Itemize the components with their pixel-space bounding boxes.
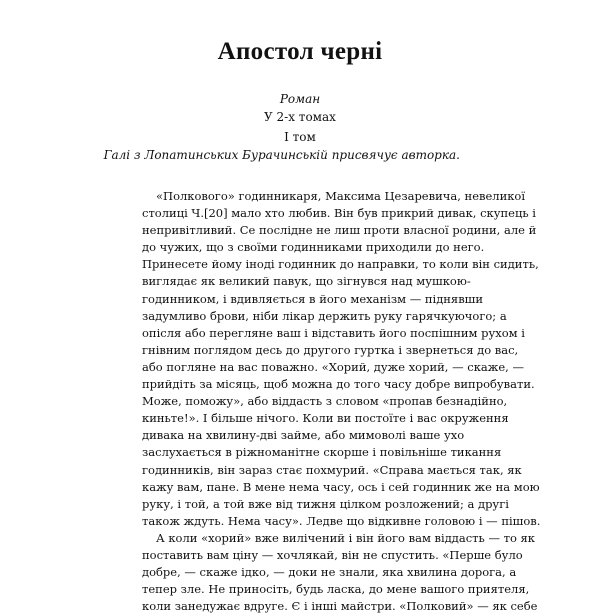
dedication: Галі з Лопатинських Бурачинській присвячує авторка. [103,148,460,162]
book-title: Апостол черні [217,38,383,65]
text-line: кажу вам, пане. В мене нема часу, ось і сей годинник же на мою [142,479,540,494]
text-line: дивака на хвилину-дві займе, або мимоволі ваше ухо [142,428,465,443]
text-line: тепер зле. Не приносіть, будь ласка, до мене вашого приятеля, [142,582,530,597]
genre-label: Роман [279,92,321,106]
text-line: задумливо брови, ніби лікар держить руку гарячкуючого; а [142,308,507,323]
text-line: поставить вам ціну — хочлякай, він не спустить. «Перше було [142,547,523,562]
text-line: також ждуть. Нема часу». Ледве що відкивне головою і — пішов. [142,513,541,528]
volume-number: І том [284,130,316,144]
text-line: добре, — скаже ідко, — доки не знали, яка хвилина дорога, а [142,565,517,580]
text-line: Принесете йому іноді годинник до направки, то коли він сидить, [142,257,539,272]
text-line: гнівним поглядом десь до другого гуртка і звернеться до вас, [142,342,519,357]
text-line: виглядає як великий павук, що зігнувся над мушкою- [142,274,471,289]
text-line: або погляне на вас поважно. «Хорий, дуже хорий, — скаже, — [142,359,524,374]
text-line: Може, поможу», або віддасть з словом «пропав безнадійно, [142,394,508,409]
text-line: годинників, він зараз стає похмурий. «Справа мається так, як [142,462,522,477]
text-line: «Полкового» годинникаря, Максима Цезаревича, невеликої [156,189,526,203]
body-text [142,188,541,615]
volumes-label: У 2-х томах [264,110,336,124]
text-line: коли занедужає вдруге. Є і інші майстри. «Полковий» — як себе [142,599,538,614]
text-line: столиці Ч.[20] мало хто любив. Він був прикрий дивак, скупець і [142,206,536,221]
text-line: прийдіть за місяць, щоб можна до того часу добре випробувати. [142,377,535,392]
text-line: до чужих, що з своїми годинниками приходили до него. [142,240,485,255]
text-line: заслухається в ріжноманітне скорше і повільніше тикання [142,445,502,460]
text-line: А коли «хорий» вже вилічений і він його вам віддасть — то як [156,530,535,545]
text-line: годинником, і вдивляється в його механізм — піднявши [142,291,484,306]
text-line: непривітливий. Се послідне не лиш проти власної родини, але й [142,223,537,238]
text-line: руку, і той, а той вже від тижня цілком розложений; а другі [142,496,509,511]
text-line: киньте!». І більше нічого. Коли ви постоїте і вас окруження [142,411,509,426]
text-line: опісля або перегляне ваш і відставить його поспішним рухом і [142,325,525,340]
